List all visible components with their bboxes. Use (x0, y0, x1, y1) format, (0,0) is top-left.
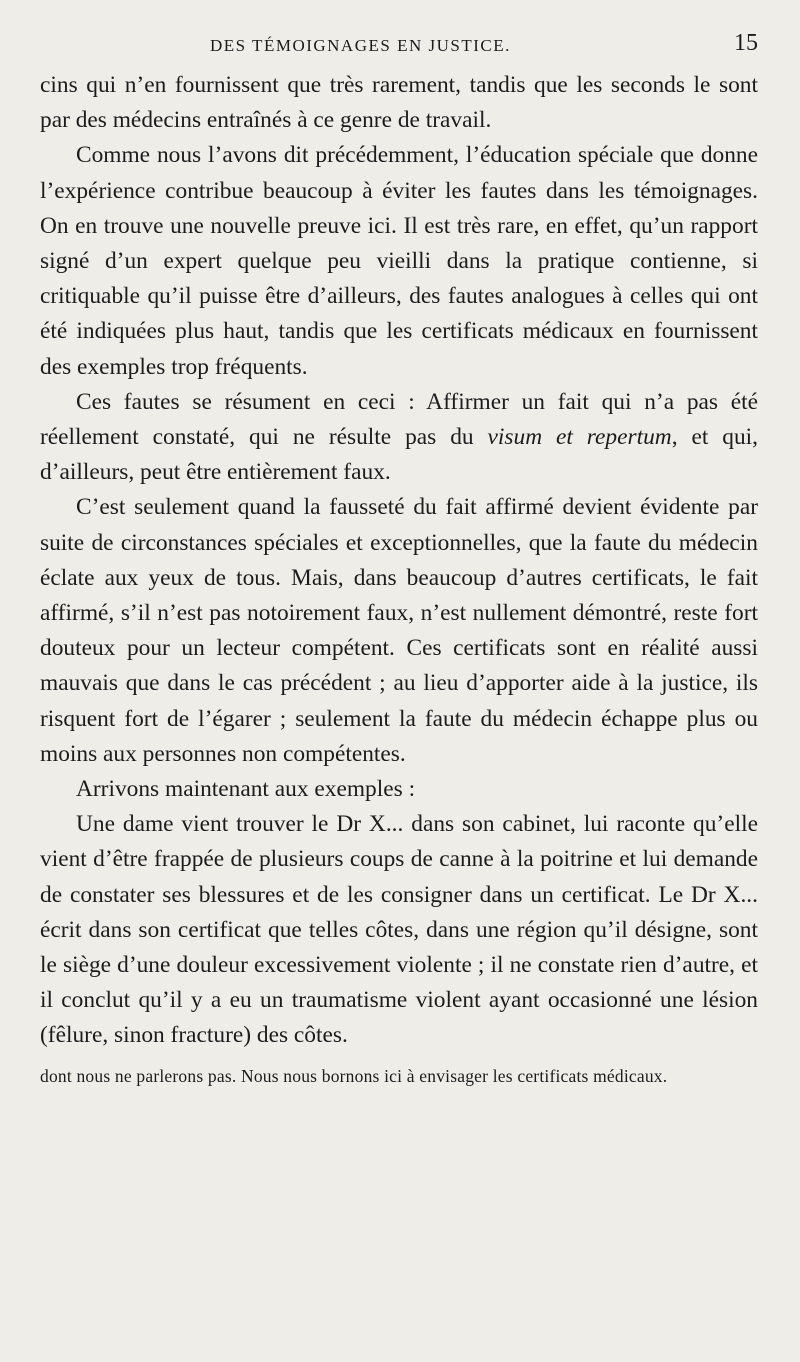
text-run: Arrivons maintenant aux exemples : (76, 776, 416, 803)
text-run: C’est seulement quand la fausseté du fait affirmé devient évidente par suite de circonstances spéciales et exceptionnelles, que la faute du médecin éclate aux yeux de tous. Mais, dans beaucoup d’autres certificats, le fait affirmé, s’il n’est pas notoirement faux, n’est nullement démontré, reste fort douteux pour un lecteur compétent. Ces certificats sont en réalité aussi mauvais que dans le cas précédent ; au lieu d’apporter aide à la justice, ils risquent fort de l’égarer ; seulement la faute du médecin échappe plus ou moins aux personnes non compétentes. (40, 494, 758, 767)
paragraph (40, 807, 758, 1053)
body-text (40, 68, 758, 1054)
text-run: Comme nous l’avons dit précédemment, l’éducation spéciale que donne l’expérience contribue beaucoup à éviter les fautes dans les témoignages. On en trouve une nouvelle preuve ici. Il est très rare, en effet, qu’un rapport signé d’un expert quelque peu vieilli dans la pratique contienne, si critiquable qu’il puisse être d’ailleurs, des fautes analogues à celles qui ont été indiquées plus haut, tandis que les certificats médicaux en fournissent des exemples trop fréquents. (40, 142, 758, 380)
paragraph (40, 385, 758, 491)
running-title: DES TÉMOIGNAGES EN JUSTICE. (210, 36, 511, 55)
page-number: 15 (734, 30, 758, 56)
footnote-text: dont nous ne parlerons pas. Nous nous bornons ici à envisager les certificats médicaux. (40, 1065, 668, 1086)
text-run: Ces fautes se résument en ceci : Affirmer un fait qui n’a pas été réellement constaté, qui ne résulte pas du (40, 388, 758, 451)
italic-phrase: visum et repertum (487, 424, 672, 451)
text-run: , et qui, d’ailleurs, peut être entièrement faux. (40, 424, 758, 486)
footnote (40, 1064, 758, 1088)
text-run: Une dame vient trouver le Dr X... dans son cabinet, lui raconte qu’elle vient d’être frappée de plusieurs coups de canne à la poitrine et lui demande de constater ses blessures et de les consigner dans un certificat. Le Dr X... écrit dans son certificat que telles côtes, dans une région qu’il désigne, sont le siège d’une douleur excessivement violente ; il ne constate rien d’autre, et il conclut qu’il y a eu un traumatisme violent ayant occasionné une lésion (fêlure, sinon fracture) des côtes. (40, 811, 758, 1049)
paragraph (40, 490, 758, 772)
running-head (40, 30, 758, 68)
paragraph (40, 138, 758, 384)
paragraph (40, 68, 758, 138)
text-run: cins qui n’en fournissent que très rarement, tandis que les seconds le sont par des médecins entraînés à ce genre de travail. (40, 72, 758, 134)
paragraph (40, 772, 758, 807)
